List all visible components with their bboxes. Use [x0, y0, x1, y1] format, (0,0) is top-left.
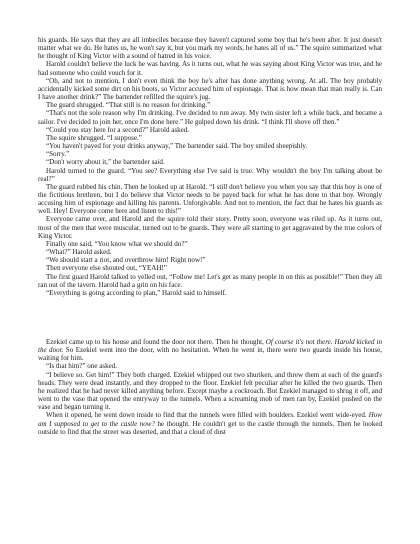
paragraph	[38, 411, 382, 435]
paragraph	[38, 167, 382, 183]
paragraph	[38, 273, 382, 289]
paragraph-text: Ezekiel came up to his house and found the door not there. Then he thought,	[46, 338, 266, 346]
paragraph	[38, 256, 382, 264]
paragraph	[38, 77, 382, 101]
paragraph-text: “That's not the sole reason why I'm drinking. I've decided to run away. My twin sister left a while back, and became a sailor. I've decided to join her, once I'm done here.” He gulped down his drink. “I think I'll shove off then.”	[38, 109, 382, 126]
paragraph-text: he thought. He couldn't get to the castle through the tunnels. Then he looked outside to find that the street was deserted, and that a cloud of dust	[38, 419, 382, 436]
paragraph-text: Harold turned to the guard. “You see? Everything else I've said is true. Why wouldn't the boy I'm talking about be real?”	[38, 166, 382, 183]
paragraph	[38, 338, 382, 362]
paragraph-text: “Could you stay here for a second?” Harold asked.	[46, 125, 190, 134]
paragraph	[38, 248, 382, 256]
story-section-tavern	[38, 36, 382, 297]
paragraph	[38, 240, 382, 248]
paragraph	[38, 289, 382, 297]
paragraph-text: When it opened, he went down inside to find that the tunnels were filled with boulders. Ezekiel went wide-eyed.	[46, 411, 369, 420]
paragraph-text: “Is that him?” one asked.	[46, 362, 118, 371]
paragraph-text: Then everyone else shouted out, “YEAH!”	[46, 264, 167, 273]
paragraph-text: The first guard Harold talked to yelled out, “Follow me! Let's get as many people in on this as possible!” Then they all ran out of the tavern. Harold had a grin on his face.	[38, 272, 382, 289]
paragraph-text: “Oh, and not to mention, I don't even think the boy he's after has done anything wrong. At all. The boy probably accidentally kicked some dirt on his boots, so Victor accused him of espionage. That is how mean that man really is. Can I have another drink?” The bartender refilled the squire's jug.	[38, 76, 382, 102]
paragraph	[38, 101, 382, 109]
paragraph-text: “You haven't payed for your drinks anyway,” The bartender said. The boy smiled sheepishly.	[46, 142, 308, 151]
paragraph	[38, 183, 382, 216]
paragraph	[38, 371, 382, 412]
paragraph-text: his guards. He says that they are all imbeciles because they haven't captured some boy that he's been after. It just doesn't matter what we do. He hates us, he won't say it, but you mark my words, he hates all of us.” The squire summarized what he thought of King Victor with a sound of hatred in his voice.	[38, 36, 382, 61]
paragraph-text: Everyone came over, and Harold and the squire told their story. Pretty soon, everyone was riled up. As it turns out, most of the men that were muscular, turned out to be guards. They were all starting to get aggravated by the true colors of King Victor.	[38, 215, 382, 240]
paragraph-text: So Ezekiel went into the door, with no hesitation. When he went in, there were two guards inside his house, waiting for him.	[38, 346, 382, 363]
paragraph-text: “Don't worry about it,” the bartender said.	[46, 158, 165, 167]
paragraph	[38, 134, 382, 142]
paragraph-text: “Sorry.”	[46, 150, 70, 159]
story-section-ezekiel	[38, 338, 382, 436]
paragraph	[38, 109, 382, 125]
paragraph-text: Harold couldn't believe the luck he was having. As it turns out, what he was saying about King Victor was true, and he had someone who could vouch for it.	[38, 60, 382, 77]
italic-thought: How am I supposed to get to the castle now?	[38, 411, 382, 428]
paragraph-text: The guard shrugged. “That still is no reason for drinking.”	[46, 101, 211, 110]
paragraph	[38, 36, 382, 60]
paragraph	[38, 60, 382, 76]
paragraph-text: “Everything is going according to plan,” Harold said to himself.	[46, 288, 227, 297]
paragraph	[38, 142, 382, 150]
paragraph	[38, 150, 382, 158]
italic-thought: Of course it's not there. Harold kicked in the door.	[38, 338, 382, 355]
paragraph-text: “What?” Harold asked.	[46, 248, 112, 257]
paragraph	[38, 215, 382, 239]
paragraph-text: Finally one said, “You know what we should do?”	[46, 239, 188, 248]
paragraph-text: “I believe so. Get him!” They both charged. Ezekiel whipped out two shuriken, and threw them at each of the guard's heads. They were dead instantly, and they dropped to the floor. Ezekiel felt peculiar after he killed the two guards. Then he realized that he had never killed anything before. Except maybe a cockroach. But Ezekiel managed to shrug it off, and went to the vase that opened the entryway to the tunnels. When a screaming mob of men ran by, Ezekiel pushed on the vase and began turning it.	[38, 370, 382, 412]
paragraph	[38, 126, 382, 134]
section-break	[38, 297, 382, 338]
paragraph-text: The guard rubbed his chin. Then he looked up at Harold. “I still don't believe you when you say that this boy is one of the fictitious brethren, but I do believe that Victor needs to be payed back for what he has done to that boy. Wrongly accusing him of espionage and killing his parents. Unforgivable. And not to mention, the fact that he hates his guards as well. Hey! Everyone come here and listen to this!”	[38, 182, 382, 216]
paragraph	[38, 158, 382, 166]
paragraph-text: The squire shrugged. “I suppose.”	[46, 133, 142, 142]
paragraph	[38, 362, 382, 370]
paragraph-text: “We should start a riot, and overthrow him! Right now!”	[46, 256, 206, 265]
paragraph	[38, 264, 382, 272]
